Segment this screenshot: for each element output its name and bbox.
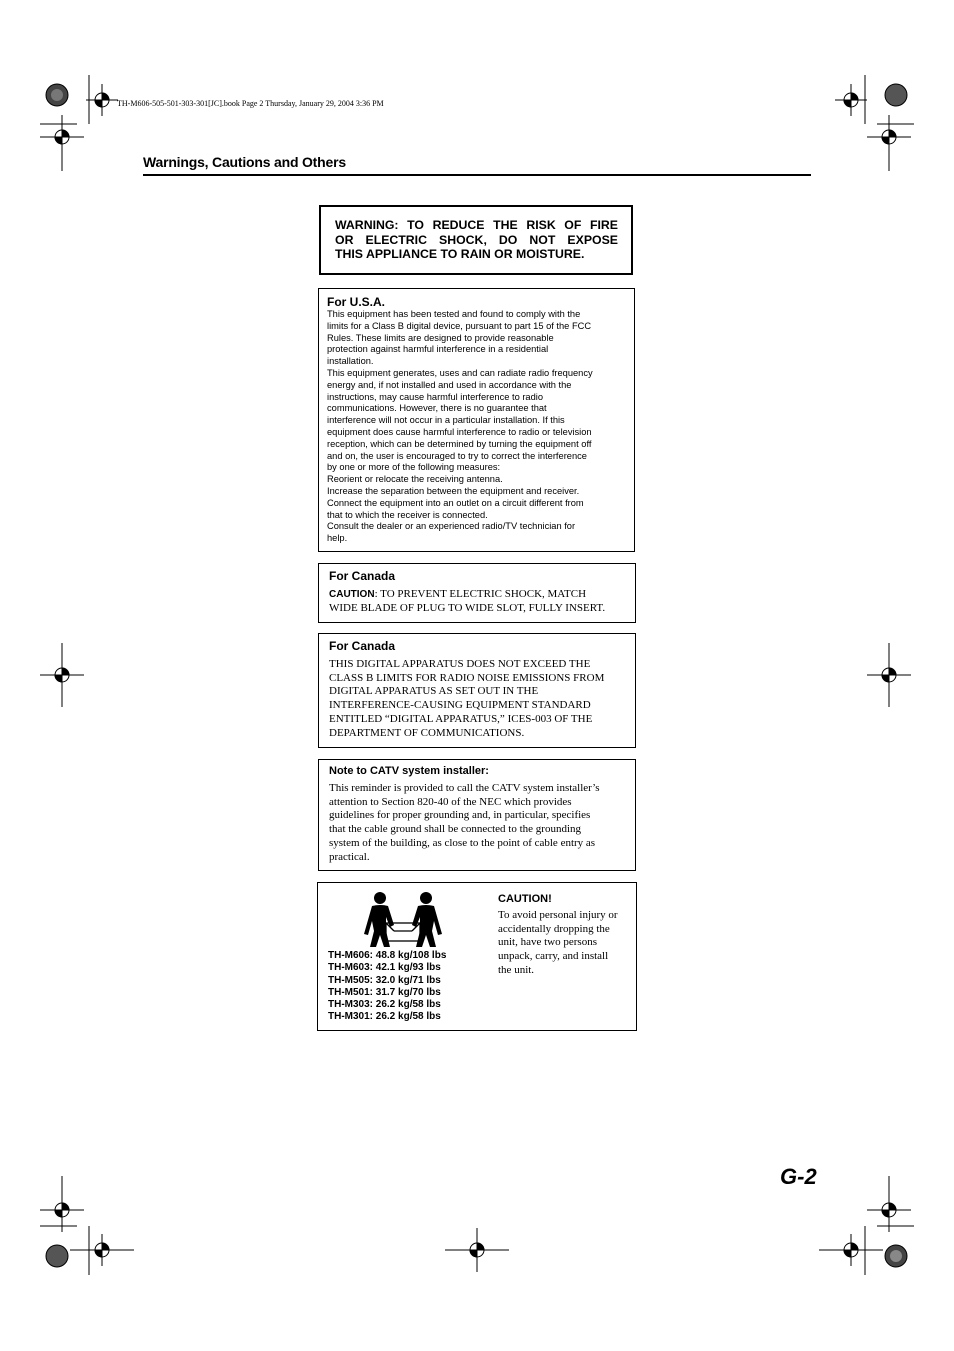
lifting-caution-title: CAUTION! bbox=[498, 893, 552, 905]
title-divider bbox=[143, 174, 811, 176]
usa-text-line: Reorient or relocate the receiving antenna. bbox=[327, 474, 503, 485]
page-number: G-2 bbox=[780, 1164, 817, 1189]
lifting-caution-line: accidentally dropping the bbox=[498, 922, 610, 935]
model-weight: TH-M505: 32.0 kg/71 lbs bbox=[328, 974, 441, 986]
catv-line: attention to Section 820-40 of the NEC which provides bbox=[329, 795, 572, 808]
usa-text-line: by one or more of the following measures: bbox=[327, 462, 501, 473]
catv-installer-note bbox=[318, 759, 636, 871]
canada-digital-line: THIS DIGITAL APPARATUS DOES NOT EXCEED THE bbox=[329, 658, 591, 670]
canada-digital-notice bbox=[318, 633, 636, 748]
model-weight: TH-M603: 42.1 kg/93 lbs bbox=[328, 962, 441, 974]
usa-text-line: limits for a Class B digital device, pursuant to part 15 of the FCC bbox=[327, 320, 592, 331]
canada-digital-line: DIGITAL APPARATUS AS SET OUT IN THE bbox=[329, 685, 539, 698]
model-weight: TH-M606: 48.8 kg/108 lbs bbox=[328, 950, 447, 961]
usa-heading: For U.S.A. bbox=[327, 295, 386, 309]
warning-line: WARNING: TO REDUCE THE RISK OF FIRE bbox=[335, 218, 618, 232]
usa-text-line: energy and, if not installed and used in accordance with the bbox=[327, 379, 572, 390]
catv-line: practical. bbox=[329, 850, 370, 863]
lifting-caution-text bbox=[498, 893, 632, 978]
catv-line: system of the building, as close to the point of cable entry as bbox=[329, 836, 596, 849]
canada-digital-line: ENTITLED “DIGITAL APPARATUS,” ICES-003 OF THE bbox=[329, 712, 593, 725]
usa-text-line: Increase the separation between the equipment and receiver. bbox=[327, 485, 580, 496]
warning-line: OR ELECTRIC SHOCK, DO NOT EXPOSE bbox=[335, 232, 618, 247]
lifting-caution-line: unit, have two persons bbox=[498, 936, 597, 949]
canada-digital-line: DEPARTMENT OF COMMUNICATIONS. bbox=[329, 726, 525, 739]
usa-text-line: Connect the equipment into an outlet on a circuit different from bbox=[327, 497, 584, 508]
usa-text-line: Rules. These limits are designed to provide reasonable bbox=[327, 332, 554, 343]
usa-text-line: This equipment has been tested and found to comply with the bbox=[327, 309, 581, 319]
canada-digital-line: CLASS B LIMITS FOR RADIO NOISE EMISSIONS FROM bbox=[329, 671, 605, 684]
catv-line: that the cable ground shall be connected to the grounding bbox=[329, 823, 582, 836]
canada-digital-line: INTERFERENCE-CAUSING EQUIPMENT STANDARD bbox=[329, 699, 591, 712]
section-title: Warnings, Cautions and Others bbox=[143, 154, 346, 170]
usa-text-line: instructions, may cause harmful interference to radio bbox=[327, 391, 543, 402]
usa-text-line: protection against harmful interference in a residential bbox=[327, 344, 549, 355]
usa-text-line: Consult the dealer or an experienced radio/TV technician for bbox=[327, 521, 576, 532]
lifting-caution-line: unpack, carry, and install bbox=[498, 950, 609, 963]
canada-heading: For Canada bbox=[329, 569, 396, 583]
canada-heading: For Canada bbox=[329, 639, 396, 653]
warning-line: THIS APPLIANCE TO RAIN OR MOISTURE. bbox=[335, 247, 585, 262]
usa-text-line: interference will not occur in a particular installation. If this bbox=[327, 415, 565, 426]
canada-caution-line: WIDE BLADE OF PLUG TO WIDE SLOT, FULLY INSERT. bbox=[329, 601, 606, 614]
model-weight: TH-M301: 26.2 kg/58 lbs bbox=[328, 1011, 441, 1023]
catv-line: guidelines for proper grounding and, in particular, specifies bbox=[329, 809, 591, 822]
catv-heading: Note to CATV system installer: bbox=[329, 765, 489, 777]
canada-caution-line bbox=[329, 588, 627, 602]
lifting-caution-box bbox=[317, 882, 637, 1031]
lifting-caution-line: the unit. bbox=[498, 963, 535, 976]
caution-label: CAUTION bbox=[329, 589, 375, 600]
usa-text-line: installation. bbox=[327, 356, 374, 367]
usa-text-line: communications. However, there is no guarantee that bbox=[327, 403, 547, 414]
canada-caution-notice bbox=[318, 563, 636, 623]
usa-text-line: help. bbox=[327, 533, 348, 544]
model-weight: TH-M303: 26.2 kg/58 lbs bbox=[328, 999, 441, 1011]
usa-fcc-notice bbox=[318, 288, 635, 552]
usa-text-line: equipment does cause harmful interference to radio or television bbox=[327, 426, 592, 437]
two-person-lift-icon bbox=[364, 891, 442, 947]
usa-text-line: This equipment generates, uses and can radiate radio frequency bbox=[327, 367, 593, 378]
usa-text-line: reception, which can be determined by turning the equipment off bbox=[327, 438, 592, 449]
model-weight: TH-M501: 31.7 kg/70 lbs bbox=[328, 986, 441, 998]
usa-text-line: that to which the receiver is connected. bbox=[327, 509, 488, 520]
usa-text-line: and on, the user is encouraged to try to correct the interference bbox=[327, 450, 587, 461]
model-weight-list bbox=[328, 950, 446, 1024]
lifting-caution-line: To avoid personal injury or bbox=[498, 909, 618, 921]
catv-line: This reminder is provided to call the CATV system installer’s bbox=[329, 782, 600, 794]
book-info: TH-M606-505-501-303-301[JC].book Page 2 Thursday, January 29, 2004 3:36 PM bbox=[117, 99, 384, 108]
caution-text: : TO PREVENT ELECTRIC SHOCK, MATCH bbox=[374, 588, 587, 600]
warning-box bbox=[319, 205, 633, 275]
